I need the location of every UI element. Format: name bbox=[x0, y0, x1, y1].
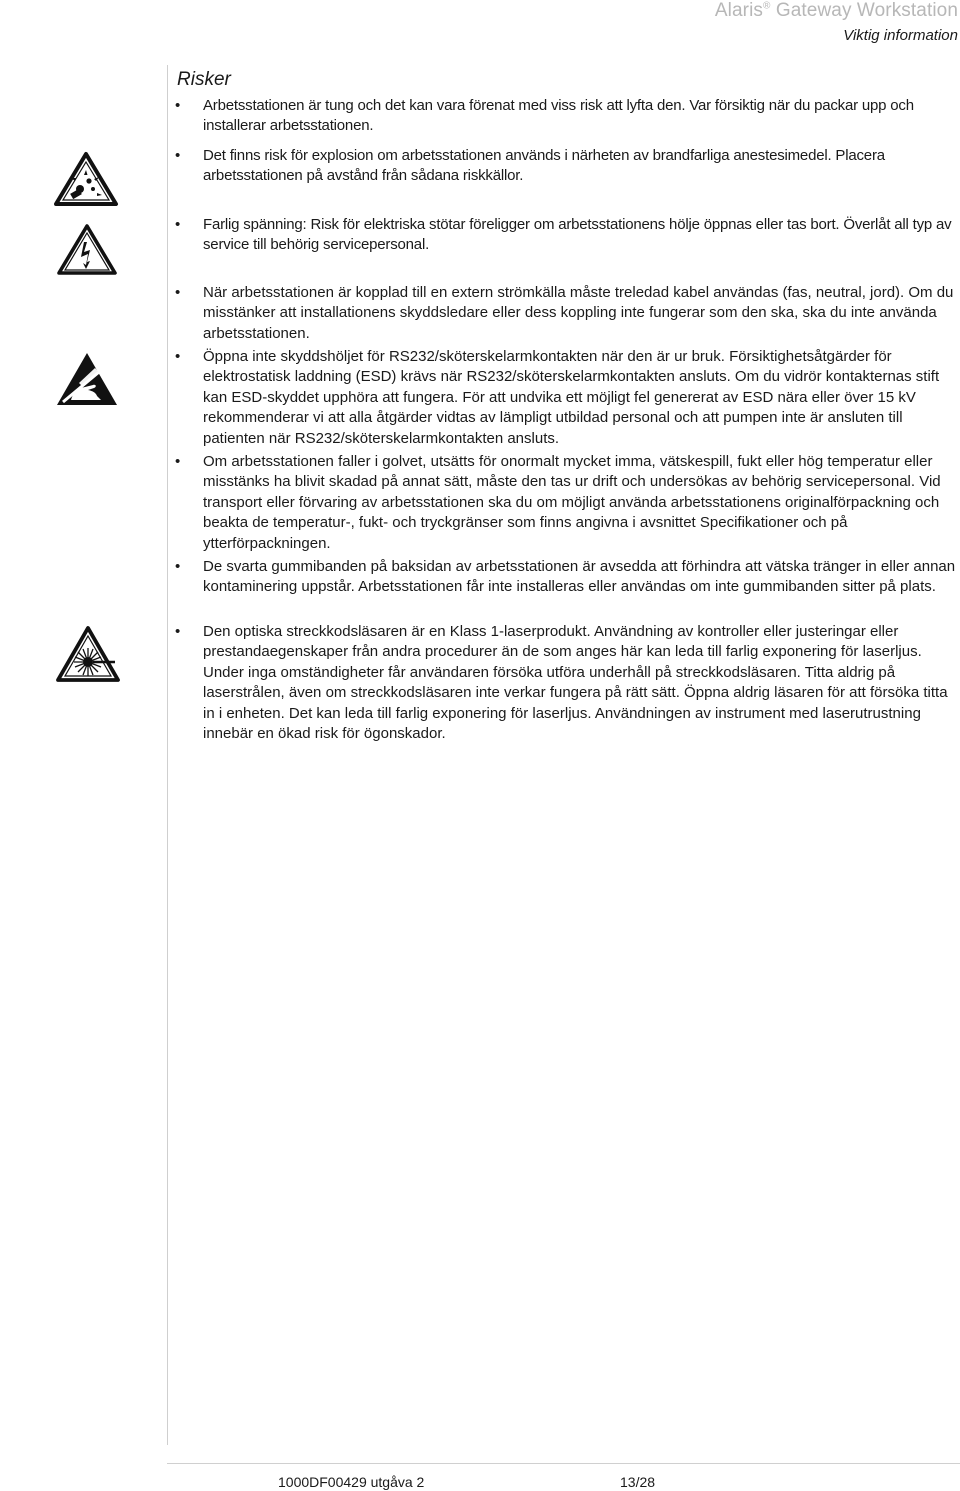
bullet: • bbox=[175, 623, 181, 640]
esd-sensitive-icon bbox=[55, 350, 119, 408]
list-item bbox=[175, 215, 960, 256]
explosive-hazard-icon bbox=[53, 151, 119, 207]
product-name-rest: Gateway Workstation bbox=[770, 0, 958, 21]
product-name: Alaris bbox=[714, 0, 764, 21]
footer-divider bbox=[167, 1463, 960, 1464]
list-item bbox=[175, 452, 960, 554]
list-item-text: Det finns risk för explosion om arbetsstationen används i närheten av brandfarliga anestesimedel. Placera arbetsstationen på avstånd från sådana riskkällor. bbox=[203, 147, 885, 185]
footer-doc-id: 1000DF00429 utgåva 2 bbox=[278, 1474, 425, 1490]
list-item-text: Den optiska streckkodsläsaren är en Klass 1-laserprodukt. Användning av kontroller eller justeringar eller prestandaegenskaper från andra procedurer än de som anges här kan leda till farlig exponering för laserljus. Under inga omständigheter får användaren försöka utföra underhåll på streckkodsläsaren. Titta aldrig på laserstrålen, även om streckkodsläsaren inte verkar fungera på rätt sätt. Öppna aldrig läsaren för att försöka titta in i enheten. Det kan leda till farlig exponering för laserljus. Användningen av instrument med laserutrustning innebär en ökad risk för ögonskador. bbox=[203, 623, 948, 743]
bullet: • bbox=[175, 216, 181, 233]
bullet: • bbox=[175, 453, 181, 470]
list-item bbox=[175, 146, 960, 187]
list-item bbox=[175, 96, 960, 137]
electric-shock-hazard-icon bbox=[56, 223, 118, 276]
laser-hazard-icon bbox=[55, 625, 121, 683]
list-item-text: De svarta gummibanden på baksidan av arbetsstationen är avsedda att förhindra att vätska tränger in eller annan kontaminering uppstår. Arbetsstationen får inte installeras eller användas om inte gummibanden sitter på plats. bbox=[203, 558, 956, 596]
bullet: • bbox=[175, 348, 181, 365]
bullet: • bbox=[175, 558, 181, 575]
document-section-subtitle: Viktig information bbox=[843, 27, 958, 44]
document-product-title bbox=[715, 0, 958, 22]
list-item-text: Om arbetsstationen faller i golvet, utsätts för onormalt mycket imma, vätskespill, fukt eller hög temperatur eller misstänks ha blivit skadad på annat sätt, måste den tas ur drift och undersökas av behörig servicepersonal. Vid transport eller förvaring av arbetsstationen ska du om möjligt använda arbetsstationens originalförpackning och beakta de temperatur-, fukt- och tryckgränser som finns angivna i avsnittet Specifikationer och på ytterförpackningen. bbox=[203, 453, 941, 552]
bullet: • bbox=[175, 97, 181, 114]
section-heading: Risker bbox=[177, 69, 231, 90]
bullet: • bbox=[175, 147, 181, 164]
registered-mark: ® bbox=[763, 0, 771, 12]
list-item bbox=[175, 283, 960, 344]
list-item-text: Öppna inte skyddshöljet för RS232/sköterskelarmkontakten när den är ur bruk. Försiktighetsåtgärder för elektrostatisk laddning (ESD) krävs när RS232/sköterskelarmkontakten ansluts. Om du vidrör kontakternas stift kan ESD-skyddet upphöra att fungera. För att undvika ett möjligt fel genererat av ESD nära eller över 15 kV rekommenderar vi att alla åtgärder vidtas av lämpligt utbildad personal och att pumpen inte är ansluten till patienten när RS232/sköterskelarmkontakten ansluts. bbox=[203, 348, 940, 447]
footer-page-number: 13/28 bbox=[620, 1474, 656, 1490]
list-item-text: Arbetsstationen är tung och det kan vara förenat med viss risk att lyfta den. Var försiktig när du packar upp och installerar arbetsstationen. bbox=[203, 97, 914, 135]
bullet: • bbox=[175, 284, 181, 301]
list-item bbox=[175, 557, 960, 598]
margin-divider bbox=[167, 65, 168, 1445]
list-item bbox=[175, 347, 960, 449]
list-item bbox=[175, 622, 960, 744]
list-item-text: När arbetsstationen är kopplad till en extern strömkälla måste treledad kabel användas (fas, neutral, jord). Om du misstänker att installationens skyddsledare eller dess koppling inte fungerar som den ska, ska du inte använda arbetsstationen. bbox=[203, 284, 954, 342]
list-item-text: Farlig spänning: Risk för elektriska stötar föreligger om arbetsstationens hölje öppnas eller tas bort. Överlåt all typ av service till behörig servicepersonal. bbox=[203, 216, 952, 254]
